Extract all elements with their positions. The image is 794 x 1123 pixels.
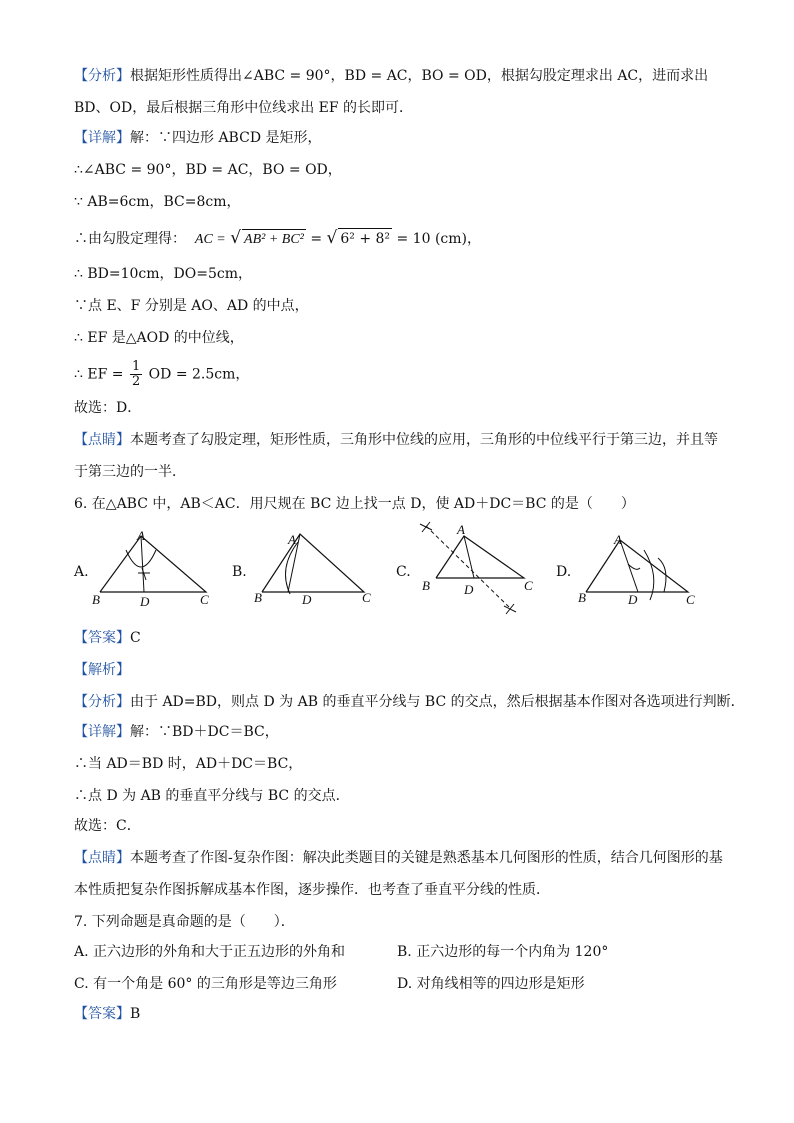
- vertex-a-label: A: [137, 528, 145, 543]
- vertex-c-label: C: [200, 592, 209, 607]
- q6-comment-text-1: 本题考查了作图-复杂作图：解决此类题目的关键是熟悉基本几何图形的性质，结合几何图形的基: [130, 850, 723, 866]
- analysis-text-1: 根据矩形性质得出∠ABC = 90°，BD = AC，BO = OD，根据勾股定理求出 AC，进而求出: [130, 68, 709, 84]
- q6-detail-line-4: 故选：C．: [74, 818, 141, 834]
- point-d-label: D: [140, 594, 150, 609]
- detail-line-4: ∴由勾股定理得： AC = √ AB² + BC² = √ 6² + 8² = 10 (cm)，: [74, 228, 481, 248]
- q6-answer-tag: 【答案】: [74, 630, 130, 646]
- q6-comment-line-1: [74, 848, 723, 868]
- q6-option-c-label: C.: [396, 564, 411, 580]
- triangle-abc: [100, 536, 206, 592]
- construction-arc: [286, 542, 299, 594]
- q6-detail-line-1: [74, 722, 279, 742]
- pythag-radicand-1: AB² + BC²: [242, 229, 306, 250]
- vertex-c-label: C: [686, 592, 695, 607]
- detail-line-6: ∵点 E、F 分别是 AO、AD 的中点，: [74, 298, 309, 314]
- detail-text-1: 解：∵四边形 ABCD 是矩形，: [130, 130, 322, 146]
- arc-mark-bottom: [504, 604, 516, 614]
- q6-analysis-line: [74, 692, 745, 712]
- triangle-abc: [262, 534, 364, 592]
- q7-stem: 7. 下列命题是真命题的是（ ）．: [74, 914, 295, 930]
- detail-line-9: 故选：D．: [74, 400, 142, 416]
- q6-option-d-figure: [574, 528, 704, 610]
- q6-analysis-text: 由于 AD=BD，则点 D 为 AB 的垂直平分线与 BC 的交点，然后根据基本作图对各选项进行判断．: [130, 694, 745, 710]
- analysis-line-1: [74, 66, 708, 86]
- comment-text-1: 本题考查了勾股定理，矩形性质，三角形中位线的应用，三角形的中位线平行于第三边，并且等: [130, 432, 718, 448]
- pythag-eq: =: [310, 231, 323, 247]
- q6-detail-text-1: 解：∵BD＋DC＝BC，: [130, 724, 279, 740]
- detail-tag: 【详解】: [74, 130, 130, 146]
- comment-tag: 【点睛】: [74, 432, 130, 448]
- point-d-label: D: [628, 592, 638, 607]
- q6-detail-line-3: ∴点 D 为 AB 的垂直平分线与 BC 的交点．: [74, 788, 350, 804]
- q6-answer-line: [74, 628, 141, 648]
- q6-option-c-figure: [414, 520, 544, 620]
- vertex-a-label: A: [457, 522, 465, 537]
- pythag-result: = 10 (cm)，: [396, 231, 481, 247]
- q6-comment-tag: 【点睛】: [74, 850, 130, 866]
- q6-stem: 6. 在△ABC 中，AB＜AC．用尺规在 BC 边上找一点 D，使 AD＋DC＝BC 的是（ ）: [74, 496, 635, 512]
- q7-answer-tag: 【答案】: [74, 1006, 130, 1022]
- q6-analysis-tag: 【分析】: [74, 694, 130, 710]
- arc-intersection-mark: [138, 568, 150, 580]
- arc-mark-top: [420, 522, 432, 532]
- fraction-numerator: 1: [131, 359, 141, 374]
- vertex-b-label: B: [92, 592, 100, 607]
- vertex-a-label: A: [288, 532, 296, 547]
- detail-line-8: [74, 360, 249, 389]
- point-d-label: D: [302, 592, 312, 607]
- q7-answer: B: [130, 1006, 141, 1022]
- q7-answer-line: [74, 1004, 140, 1024]
- ef-suffix: OD = 2.5cm，: [148, 366, 250, 383]
- vertex-c-label: C: [524, 578, 533, 593]
- analysis-tag: 【分析】: [74, 68, 130, 84]
- q7-option-d: D. 对角线相等的四边形是矩形: [397, 976, 585, 992]
- comment-line-1: [74, 430, 718, 450]
- triangle-abc: [436, 536, 524, 578]
- vertex-c-label: C: [362, 590, 371, 605]
- vertex-b-label: B: [578, 590, 586, 605]
- q6-option-d-label: D.: [556, 564, 572, 580]
- triangle-abc: [586, 540, 688, 592]
- q6-option-b-label: B.: [232, 564, 247, 580]
- q6-jiexi-tag: 【解析】: [74, 662, 130, 678]
- q6-detail-tag: 【详解】: [74, 724, 130, 740]
- q6-detail-line-2: ∴当 AD＝BD 时，AD＋DC＝BC，: [74, 756, 303, 772]
- pythag-prefix: ∴由勾股定理得：: [74, 231, 186, 247]
- detail-line-1: [74, 128, 322, 148]
- q7-option-c: C. 有一个角是 60° 的三角形是等边三角形: [74, 976, 337, 992]
- detail-line-7: ∴ EF 是△AOD 的中位线，: [74, 330, 244, 346]
- fraction-denominator: 2: [131, 374, 141, 389]
- detail-line-3: ∵ AB=6cm，BC=8cm，: [74, 194, 241, 210]
- detail-line-2: ∴∠ABC = 90°，BD = AC，BO = OD，: [74, 162, 342, 178]
- vertex-a-label: A: [614, 532, 622, 547]
- q7-option-b: B. 正六边形的每一个内角为 120°: [397, 944, 609, 960]
- pythag-lhs: AC =: [194, 232, 226, 247]
- vertex-b-label: B: [254, 590, 262, 605]
- q6-answer: C: [130, 630, 141, 646]
- segment-ad: [620, 540, 638, 592]
- pythag-radicand-2: 6² + 8²: [338, 228, 392, 249]
- segment-ad: [141, 536, 144, 592]
- q6-option-b-figure: [248, 528, 378, 610]
- q6-comment-line-2: 本性质把复杂作图拆解成基本作图，逐步操作．也考查了垂直平分线的性质．: [74, 882, 550, 898]
- q7-option-a: A. 正六边形的外角和大于正五边形的外角和: [74, 944, 346, 960]
- one-half-fraction: [130, 360, 142, 389]
- point-d-label: D: [464, 582, 474, 597]
- q6-option-a-figure: [86, 528, 216, 610]
- construction-arc: [126, 550, 156, 567]
- q6-option-a-label: A.: [74, 564, 89, 580]
- comment-line-2: 于第三边的一半．: [74, 464, 186, 480]
- detail-line-5: ∴ BD=10cm，DO=5cm，: [74, 266, 252, 282]
- vertex-b-label: B: [422, 578, 430, 593]
- analysis-line-2: BD、OD，最后根据三角形中位线求出 EF 的长即可．: [74, 100, 414, 116]
- ef-prefix: ∴ EF =: [74, 366, 124, 383]
